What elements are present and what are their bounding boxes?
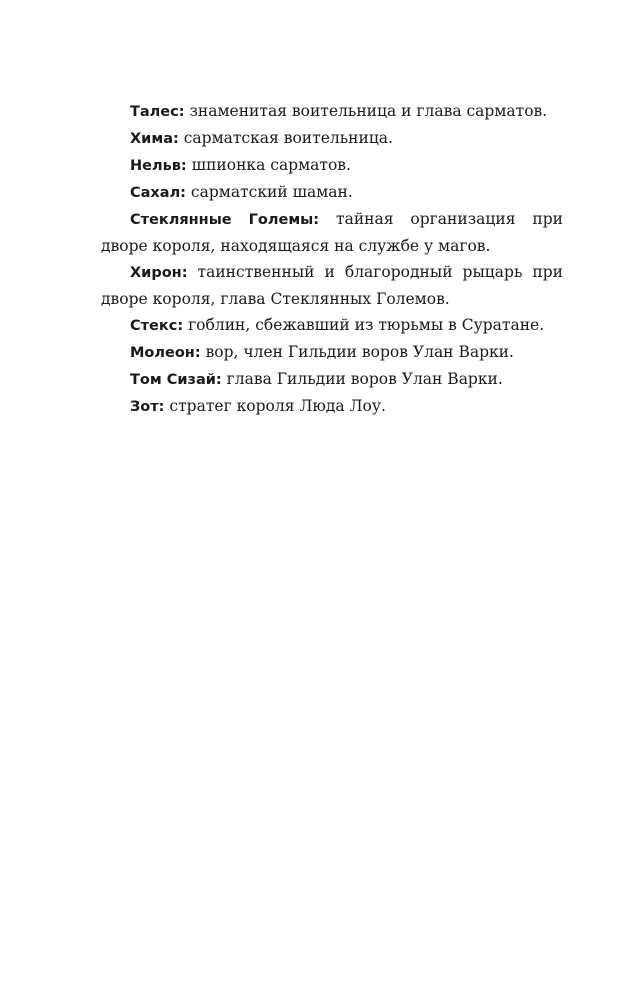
character-description: шпионка сарматов.	[191, 156, 351, 174]
character-name: Талес:	[130, 104, 185, 120]
character-name: Стекс:	[130, 318, 184, 334]
character-description: таинственный и благородный рыцарь при дворе короля, глава Стеклянных Големов.	[101, 263, 563, 308]
character-name: Том Сизай:	[130, 372, 222, 388]
character-name: Стеклянные Големы:	[130, 212, 320, 228]
character-name: Зот:	[130, 399, 165, 415]
character-name: Нельв:	[130, 158, 187, 174]
character-entry-nelv	[101, 152, 563, 179]
character-list	[101, 98, 563, 420]
character-name: Сахал:	[130, 185, 186, 201]
character-entry-khiron	[101, 259, 563, 312]
character-description: глава Гильдии воров Улан Варки.	[226, 370, 503, 388]
character-description: сарматский шаман.	[190, 183, 353, 201]
character-entry-khima	[101, 125, 563, 152]
character-entry-zot	[101, 393, 563, 420]
character-entry-steks	[101, 312, 563, 339]
character-name: Хима:	[130, 131, 179, 147]
character-entry-tales	[101, 98, 563, 125]
character-name: Молеон:	[130, 345, 201, 361]
character-description: стратег короля Люда Лоу.	[169, 397, 386, 415]
character-entry-tom-sizai	[101, 366, 563, 393]
character-name: Хирон:	[130, 265, 188, 281]
character-entry-sakhal	[101, 179, 563, 206]
character-description: вор, член Гильдии воров Улан Варки.	[205, 343, 514, 361]
character-entry-moleon	[101, 339, 563, 366]
character-description: тайная организация при дворе короля, находящаяся на службе у магов.	[101, 210, 563, 255]
character-description: сарматская воительница.	[183, 129, 393, 147]
character-entry-glass-golems	[101, 206, 563, 259]
character-description: гоблин, сбежавший из тюрьмы в Суратане.	[188, 316, 545, 334]
character-description: знаменитая воительница и глава сарматов.	[189, 102, 548, 120]
